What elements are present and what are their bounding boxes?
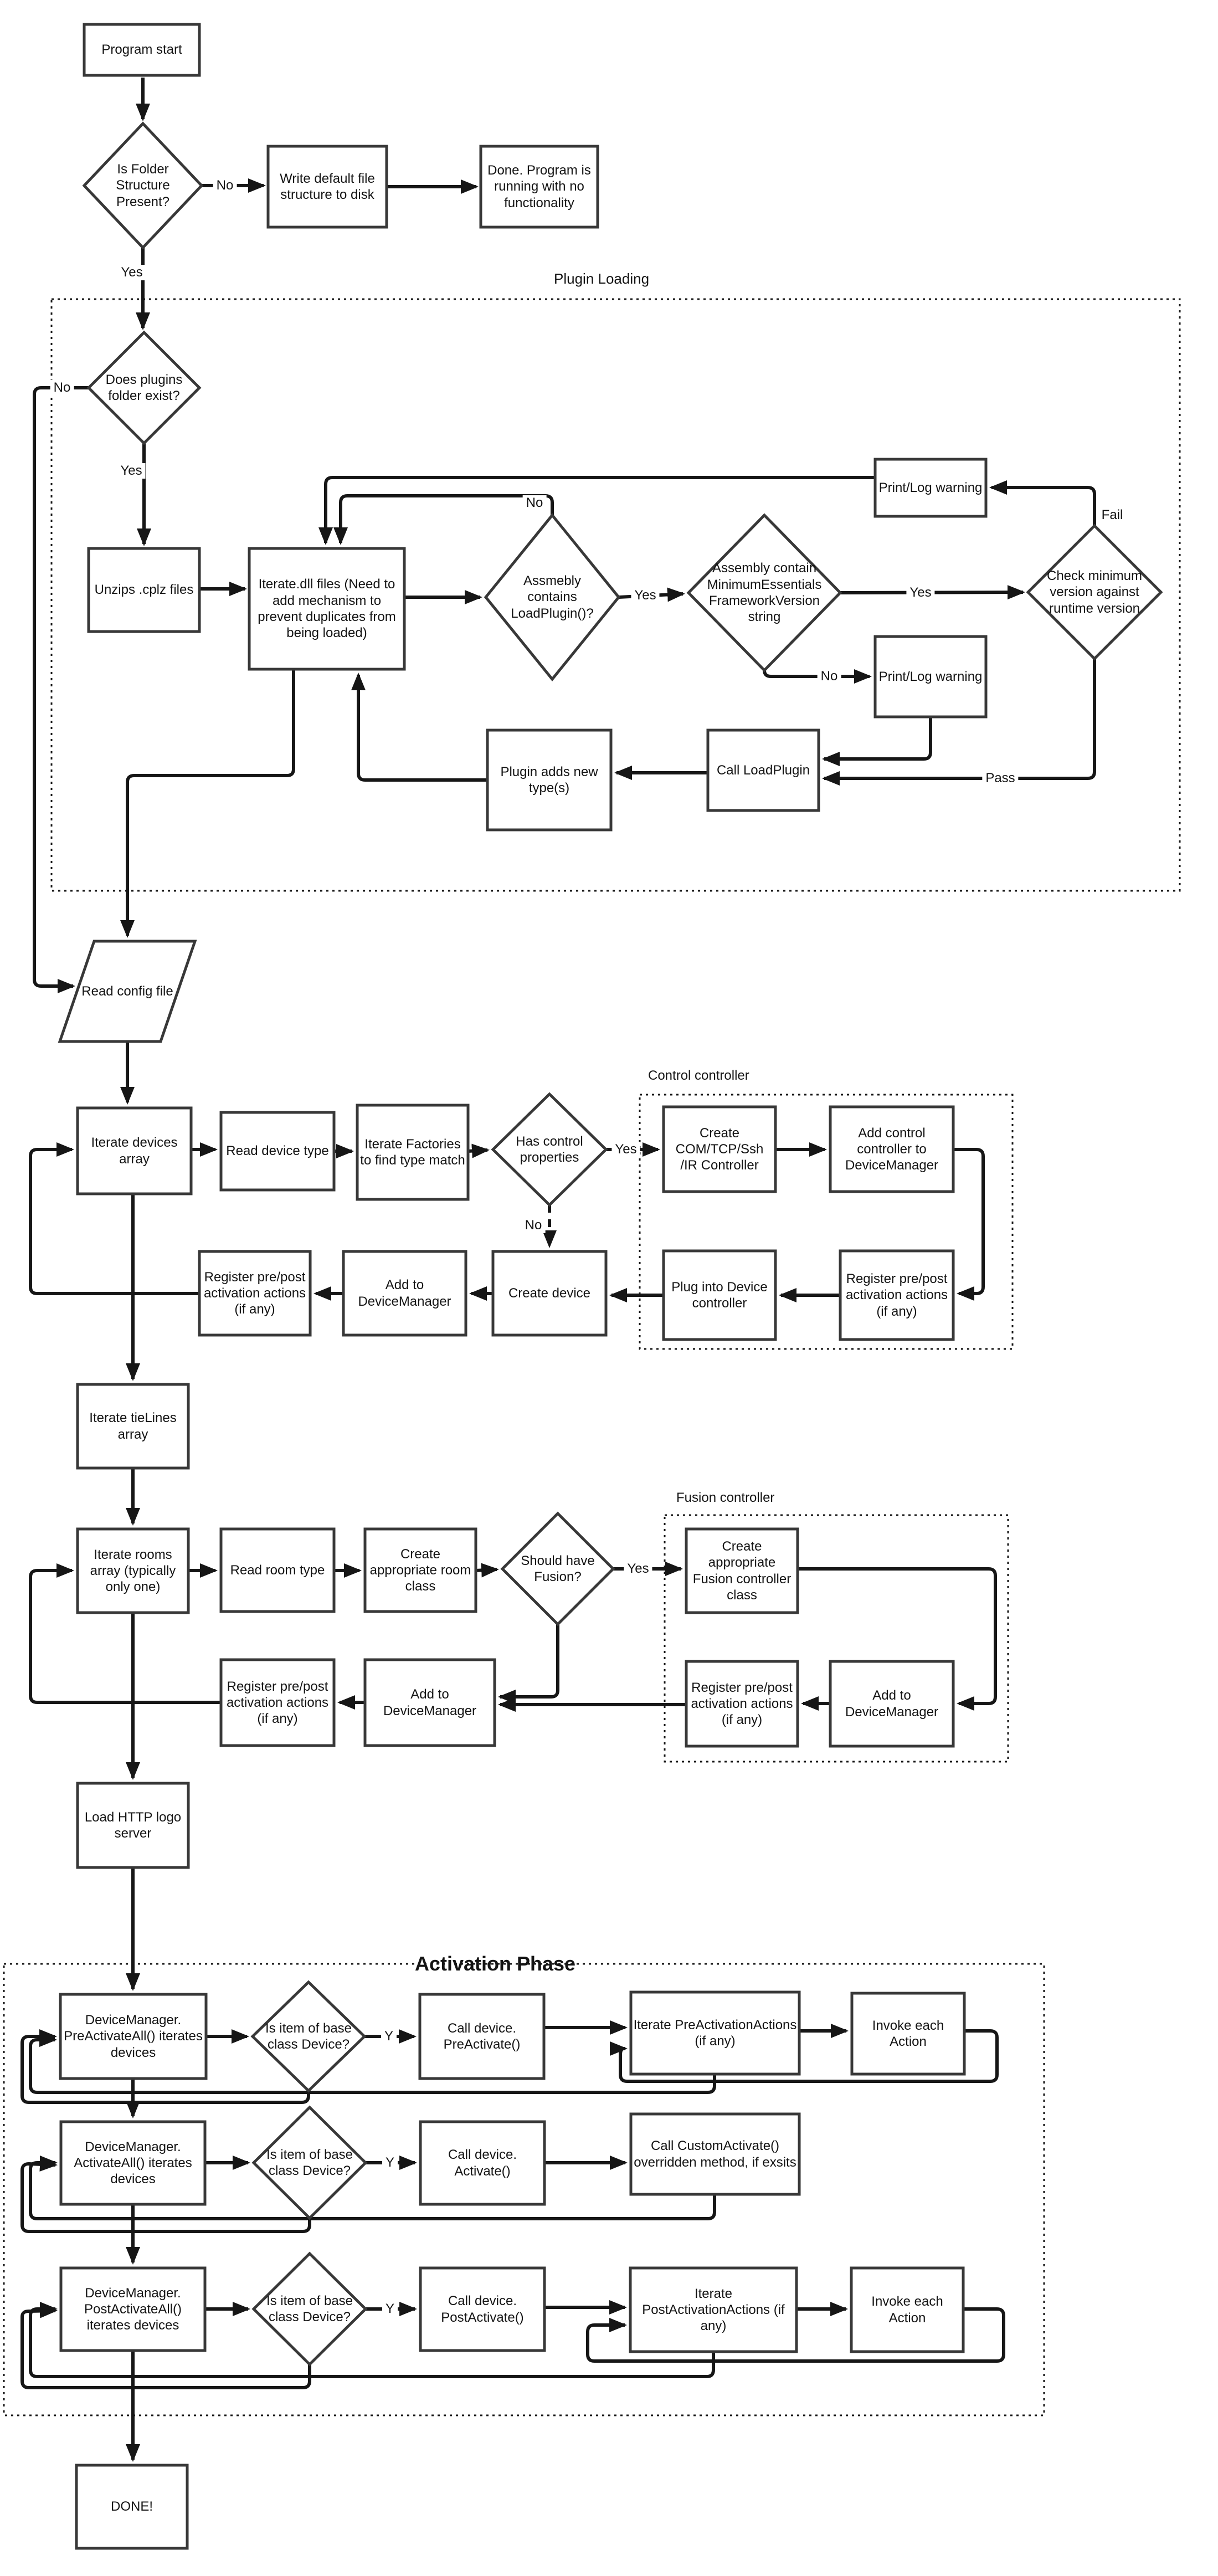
node-done-no-functionality: Done. Program is running with no functionality	[487, 163, 591, 211]
edge-label-pass: Pass	[982, 771, 1018, 786]
edge-label-no-control: No	[522, 1218, 546, 1233]
edge-label-no-plugins: No	[50, 380, 74, 396]
node-iterate-postactivationactions: Iterate PostActivationActions (if any)	[642, 2286, 785, 2334]
edge-label-y-postactivate: Y	[382, 2301, 398, 2317]
node-register-prepost-devices: Register pre/post activation actions (if any)	[203, 1269, 306, 1317]
node-is-item-base-1: Is item of base class Device?	[265, 2020, 352, 2052]
edge-label-no-folder: No	[213, 178, 237, 193]
node-should-have-fusion: Should have Fusion?	[521, 1553, 595, 1584]
edge-label-yes-minversion: Yes	[906, 585, 934, 601]
node-call-customactivate: Call CustomActivate() overridden method, if exsits	[634, 2138, 796, 2170]
edge-label-yes-control: Yes	[611, 1142, 640, 1157]
node-unzips-cplz: Unzips .cplz files	[94, 582, 194, 598]
node-assembly-contain-minversion: Assembly contain MinimumEssentialsFrameworkVersion string	[707, 561, 822, 625]
node-call-loadplugin: Call LoadPlugin	[716, 762, 810, 778]
node-assmebly-loadplugin: Assmebly contains LoadPlugin()?	[511, 573, 594, 621]
node-plug-into-device-controller: Plug into Device controller	[671, 1279, 768, 1311]
node-dm-postactivateall: DeviceManager. PostActivateAll() iterates devices	[84, 2285, 182, 2333]
node-add-to-devicemanager-fusion: Add to DeviceManager	[845, 1688, 939, 1720]
node-create-com-controller: Create COM/TCP/Ssh /IR Controller	[675, 1125, 764, 1173]
node-dm-preactivateall: DeviceManager. PreActivateAll() iterates devices	[64, 2013, 203, 2060]
node-has-control-properties: Has control properties	[516, 1133, 583, 1165]
node-read-device-type: Read device type	[226, 1143, 329, 1159]
node-iterate-devices: Iterate devices array	[91, 1135, 178, 1167]
edge-label-y-preactivate: Y	[381, 2029, 397, 2044]
node-iterate-rooms: Iterate rooms array (typically only one)	[90, 1547, 176, 1595]
control-controller-label: Control controller	[648, 1068, 749, 1083]
node-is-item-base-3: Is item of base class Device?	[266, 2293, 353, 2324]
node-create-device: Create device	[508, 1285, 591, 1301]
node-plugin-adds-types: Plugin adds new type(s)	[500, 764, 598, 796]
edge-label-yes-loadplugin: Yes	[631, 588, 659, 603]
node-add-to-devicemanager-rooms: Add to DeviceManager	[383, 1687, 477, 1718]
node-does-plugins-folder: Does plugins folder exist?	[105, 372, 183, 403]
node-create-fusion-controller: Create appropriate Fusion controller class	[692, 1538, 792, 1603]
edge-label-fail: Fail	[1098, 507, 1127, 523]
edge-label-yes-folder: Yes	[117, 265, 146, 280]
node-iterate-dll: Iterate.dll files (Need to add mechanism to prevent duplicates from being loaded)	[258, 577, 396, 641]
edge-label-no-minversion: No	[818, 669, 841, 684]
node-iterate-factories: Iterate Factories to find type match	[360, 1136, 465, 1168]
node-call-activate: Call device. Activate()	[448, 2147, 517, 2179]
node-write-default: Write default file structure to disk	[280, 171, 375, 202]
plugin-loading-label: Plugin Loading	[554, 270, 650, 287]
edge-label-yes-fusion: Yes	[624, 1561, 652, 1577]
node-check-minimum-version: Check minimum version against runtime version	[1046, 568, 1143, 616]
node-invoke-each-action-2: Invoke each Action	[871, 2294, 943, 2326]
node-done: DONE!	[110, 2499, 153, 2515]
node-is-item-base-2: Is item of base class Device?	[266, 2147, 353, 2178]
node-is-folder-structure: Is Folder Structure Present?	[116, 162, 170, 209]
node-create-room-class: Create appropriate room class	[369, 1546, 471, 1594]
node-dm-activateall: DeviceManager. ActivateAll() iterates devices	[74, 2139, 192, 2187]
node-register-prepost-fusion: Register pre/post activation actions (if any)	[691, 1680, 793, 1728]
node-print-log-warning-1: Print/Log warning	[878, 480, 983, 495]
node-call-preactivate: Call device. PreActivate()	[443, 2020, 521, 2052]
edge-label-yes-plugins: Yes	[117, 463, 145, 479]
node-iterate-tielines: Iterate tieLines array	[89, 1410, 177, 1442]
fusion-controller-label: Fusion controller	[676, 1490, 775, 1505]
node-read-room-type: Read room type	[230, 1562, 325, 1578]
node-invoke-each-action-1: Invoke each Action	[872, 2018, 944, 2049]
node-load-http-logo-server: Load HTTP logo server	[84, 1809, 182, 1841]
node-iterate-preactivationactions: Iterate PreActivationActions (if any)	[633, 2017, 797, 2049]
node-call-postactivate: Call device. PostActivate()	[441, 2293, 524, 2325]
node-add-control-controller: Add control controller to DeviceManager	[845, 1125, 939, 1173]
node-register-prepost-control: Register pre/post activation actions (if any)	[845, 1271, 948, 1319]
node-print-log-warning-2: Print/Log warning	[878, 669, 983, 684]
node-register-prepost-rooms: Register pre/post activation actions (if any)	[226, 1679, 329, 1727]
node-program-start: Program start	[101, 42, 182, 58]
node-read-config: Read config file	[81, 984, 173, 999]
node-add-to-devicemanager-devices: Add to DeviceManager	[358, 1277, 451, 1309]
activation-phase-label: Activation Phase	[414, 1952, 576, 1975]
edge-label-no-loadplugin: No	[523, 495, 547, 511]
edge-label-y-activate: Y	[382, 2155, 398, 2170]
